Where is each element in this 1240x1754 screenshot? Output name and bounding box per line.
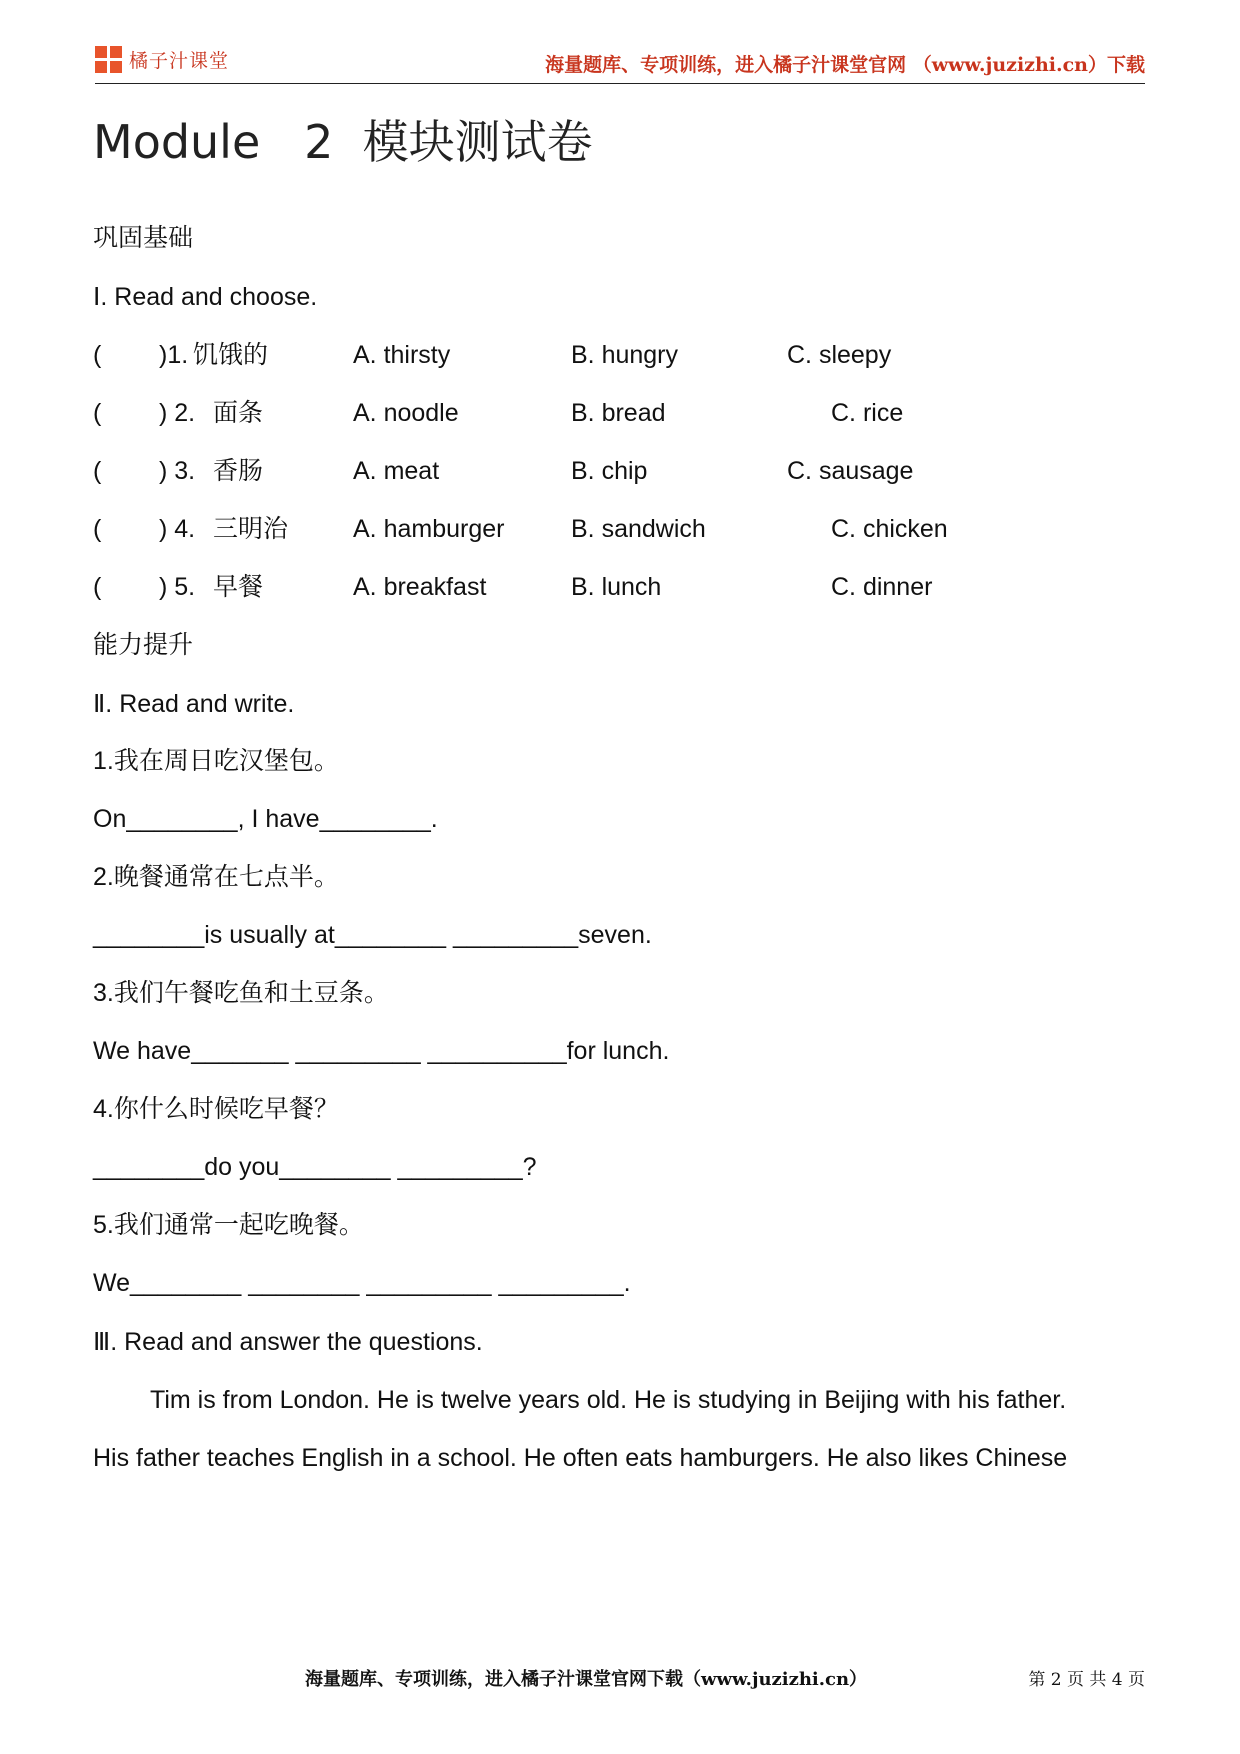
logo-text: 橘子汁课堂 xyxy=(129,50,230,72)
question-chinese: 早餐 xyxy=(213,572,264,601)
instruction-read-answer: Ⅲ. Read and answer the questions. xyxy=(93,1328,483,1356)
option-b: B. chip xyxy=(571,457,648,485)
fill-in-blank: We________ ________ _________ _________. xyxy=(93,1269,631,1297)
option-c: C. sleepy xyxy=(787,341,892,369)
answer-paren: ( xyxy=(93,515,102,543)
question-number: )1. xyxy=(159,341,189,369)
question-number: ) 3. xyxy=(159,457,196,485)
answer-paren: ( xyxy=(93,457,102,485)
option-b: B. hungry xyxy=(571,341,679,369)
section-heading-improve: 能力提升 xyxy=(93,630,194,659)
question-row xyxy=(93,513,1093,545)
question-chinese: 面条 xyxy=(213,398,264,427)
passage-line: His father teaches English in a school. He often eats hamburgers. He also likes Chinese xyxy=(93,1444,1068,1472)
fill-in-blank: ________do you________ _________? xyxy=(93,1153,537,1181)
page-number: 第 2 页 共 4 页 xyxy=(1028,1670,1145,1690)
answer-paren: ( xyxy=(93,573,102,601)
question-chinese: 香肠 xyxy=(213,456,264,485)
prompt-chinese: 4.你什么时候吃早餐？ xyxy=(93,1095,339,1123)
prompt-chinese: 5.我们通常一起吃晚餐。 xyxy=(93,1211,364,1239)
passage-line: Tim is from London. He is twelve years old. He is studying in Beijing with his father. xyxy=(150,1386,1067,1414)
footer-text: 海量题库、专项训练，进入橘子汁课堂官网下载（www.juzizhi.cn） xyxy=(305,1669,868,1690)
header-divider xyxy=(95,83,1145,84)
question-chinese: 三明治 xyxy=(213,514,289,543)
header-slogan: 海量题库、专项训练，进入橘子汁课堂官网 （www.juzizhi.cn）下载 xyxy=(545,54,1145,76)
option-a: A. meat xyxy=(353,457,440,485)
page-title: Module 2 模块测试卷 xyxy=(93,115,593,169)
option-b: B. bread xyxy=(571,399,666,427)
option-a: A. noodle xyxy=(353,399,459,427)
question-chinese: 饥饿的 xyxy=(193,340,269,369)
prompt-chinese: 3.我们午餐吃鱼和土豆条。 xyxy=(93,979,389,1007)
option-b: B. sandwich xyxy=(571,515,706,543)
prompt-chinese: 2.晚餐通常在七点半。 xyxy=(93,863,339,891)
option-a: A. breakfast xyxy=(353,573,487,601)
option-c: C. rice xyxy=(831,399,904,427)
instruction-read-write: Ⅱ. Read and write. xyxy=(93,690,295,718)
instruction-read-choose: Ⅰ. Read and choose. xyxy=(93,283,318,311)
question-number: ) 4. xyxy=(159,515,196,543)
question-row xyxy=(93,339,1093,371)
prompt-chinese: 1.我在周日吃汉堡包。 xyxy=(93,747,339,775)
question-row xyxy=(93,397,1093,429)
page-header xyxy=(95,42,1145,80)
fill-in-blank: We have_______ _________ __________for lunch. xyxy=(93,1037,670,1065)
section-heading-basics: 巩固基础 xyxy=(93,223,194,252)
answer-paren: ( xyxy=(93,399,102,427)
question-row xyxy=(93,455,1093,487)
logo-icon xyxy=(95,46,123,74)
option-c: C. dinner xyxy=(831,573,933,601)
question-number: ) 2. xyxy=(159,399,196,427)
answer-paren: ( xyxy=(93,341,102,369)
option-b: B. lunch xyxy=(571,573,662,601)
fill-in-blank: ________is usually at________ _________seven. xyxy=(93,921,652,949)
option-a: A. hamburger xyxy=(353,515,505,543)
question-row xyxy=(93,571,1093,603)
option-c: C. chicken xyxy=(831,515,948,543)
option-a: A. thirsty xyxy=(353,341,451,369)
option-c: C. sausage xyxy=(787,457,914,485)
fill-in-blank: On________, I have________. xyxy=(93,805,438,833)
question-number: ) 5. xyxy=(159,573,196,601)
